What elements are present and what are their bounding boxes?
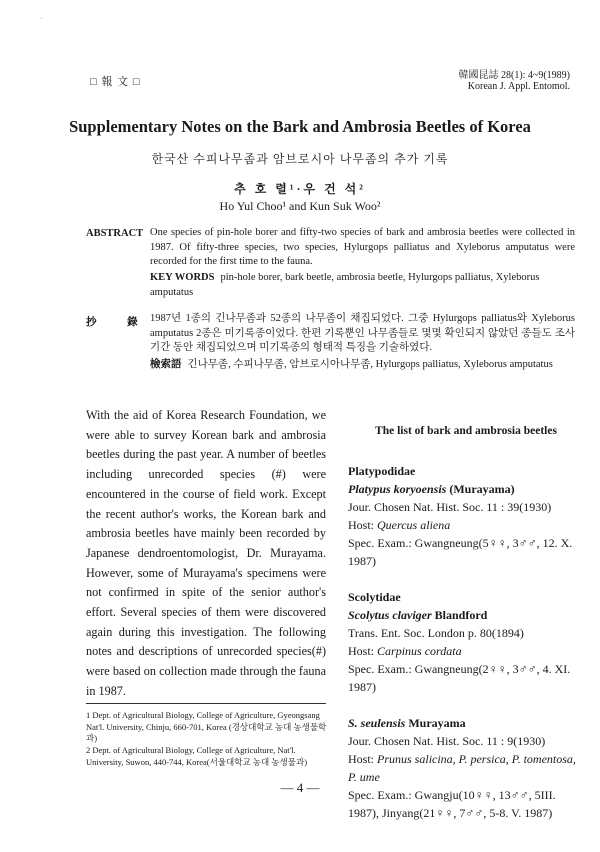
family-heading: Scolytidae xyxy=(348,590,401,604)
species-name: Platypus koryoensis xyxy=(348,482,447,496)
korean-abstract-text: 1987년 1종의 긴나무좀과 52종의 나무좀이 채집되었다. 그중 Hylurgops palliatus와 Xyleborus amputatus 2종은 미기록종이었다. 한편 기록뿐인 나무좀들로 몇몇 확인되지 않았던 종들도 조사기간 동안 채집되었으며 미기록종의 형태적 특징을 기술하였다. xyxy=(150,313,575,353)
korean-keywords xyxy=(150,358,575,373)
journal-citation xyxy=(458,70,570,92)
korean-keywords-label: 檢索語 xyxy=(150,359,182,370)
keywords-label: KEY WORDS xyxy=(150,272,215,283)
footnote-2: 2 Dept. of Agricultural Biology, College of Agriculture, Nat'l. University, Suwon, 440-744, Korea(서울대학교 농대 농생물과) xyxy=(86,745,308,767)
authors: Ho Yul Choo¹ and Kun Suk Woo² xyxy=(219,199,381,213)
corner-mark: · xyxy=(40,14,43,23)
abstract-text: One species of pin-hole borer and fifty-two species of bark and ambrosia beetles were collected in 1987. Of fifty-three species, two species, Hylurgops palliatus and Xyleborus amputatus were recorded for the first time to the fauna. xyxy=(150,227,575,267)
body-text: With the aid of Korea Research Foundation, we were able to survey Korean bark and ambrosia beetles during the past year. A number of beetles including unrecorded species (#) were encountered in the course of field work. Except the recent author's works, the Korean bark and ambrosia beetles have mainly been recorded by Japanese dendroentomologist, Dr. Murayama. However, some of Murayama's specimens were not confirmed in spite of the senior author's effort. Several species of them were discovered again during this investigation. The following notes and descriptions of unrecorded species(#) were based on collection made through the fauna in 1987. xyxy=(86,408,326,698)
page-number: — 4 — xyxy=(280,780,320,795)
korean-title: 한국산 수피나무좀과 암브로시아 나무좀의 추가 기록 xyxy=(151,152,449,166)
specimens-examined: Spec. Exam.: Gwangneung(2♀♀, 3♂♂, 4. XI. 1987) xyxy=(348,662,571,694)
footnote-1: 1 Dept. of Agricultural Biology, College of Agriculture, Gyeongsang Nat'l. University, Chinju, 660-701, Korea (경상대학교 농대 농생물학과) xyxy=(86,710,327,743)
list-heading: The list of bark and ambrosia beetles xyxy=(375,425,557,437)
specimens-examined: Spec. Exam.: Gwangju(10♀♀, 13♂♂, 5III. 1987), Jinyang(21♀♀, 7♂♂, 5-8. V. 1987) xyxy=(348,788,556,820)
species-author: Murayama xyxy=(408,716,466,730)
species-author: (Murayama) xyxy=(449,482,515,496)
species-entry xyxy=(348,606,584,624)
species-host xyxy=(348,516,584,534)
keywords-text: pin-hole borer, bark beetle, ambrosia beetle, Hylurgops palliatus, Xyleborus amputatus xyxy=(150,272,540,298)
host-label: Host: xyxy=(348,644,375,658)
korean-keywords-text: 긴나무좀, 수피나무좀, 암브로시아나무좀, Hylurgops palliatus, Xyleborus amputatus xyxy=(187,359,553,370)
species-name: Scolytus claviger xyxy=(348,608,432,622)
specimens-examined: Spec. Exam.: Gwangneung(5♀♀, 3♂♂, 12. X. 1987) xyxy=(348,536,573,568)
species-entry xyxy=(348,480,584,498)
host-label: Host: xyxy=(348,518,375,532)
host-name: Carpinus cordata xyxy=(377,644,462,658)
abstract-label: ABSTRACT xyxy=(86,228,144,239)
host-name: Prunus salicina, P. persica, P. tomentosa, P. ume xyxy=(348,752,576,784)
korean-abstract-label: 抄 錄 xyxy=(86,317,152,328)
species-reference: Trans. Ent. Soc. London p. 80(1894) xyxy=(348,626,524,640)
species-reference: Jour. Chosen Nat. Hist. Soc. 11 : 39(1930) xyxy=(348,500,552,514)
species-list xyxy=(348,422,584,822)
species-entry xyxy=(348,714,584,732)
species-name: S. seulensis xyxy=(348,716,406,730)
korean-authors: 추 호 렬¹·우 건 석² xyxy=(234,182,366,196)
species-reference: Jour. Chosen Nat. Hist. Soc. 11 : 9(1930) xyxy=(348,734,546,748)
journal-line-1: 韓國昆誌 28(1): 4~9(1989) xyxy=(458,70,570,81)
species-author: Blandford xyxy=(434,608,488,622)
journal-line-2: Korean J. Appl. Entomol. xyxy=(467,81,570,92)
species-host xyxy=(348,642,584,660)
family-heading: Platypodidae xyxy=(348,464,416,478)
host-name: Quercus aliena xyxy=(377,518,451,532)
host-label: Host: xyxy=(348,752,375,766)
keywords xyxy=(150,271,575,300)
article-type-tag: □ 報 文 □ xyxy=(90,76,141,88)
paper-title: Supplementary Notes on the Bark and Ambrosia Beetles of Korea xyxy=(69,117,531,136)
footnote-divider xyxy=(86,703,326,704)
